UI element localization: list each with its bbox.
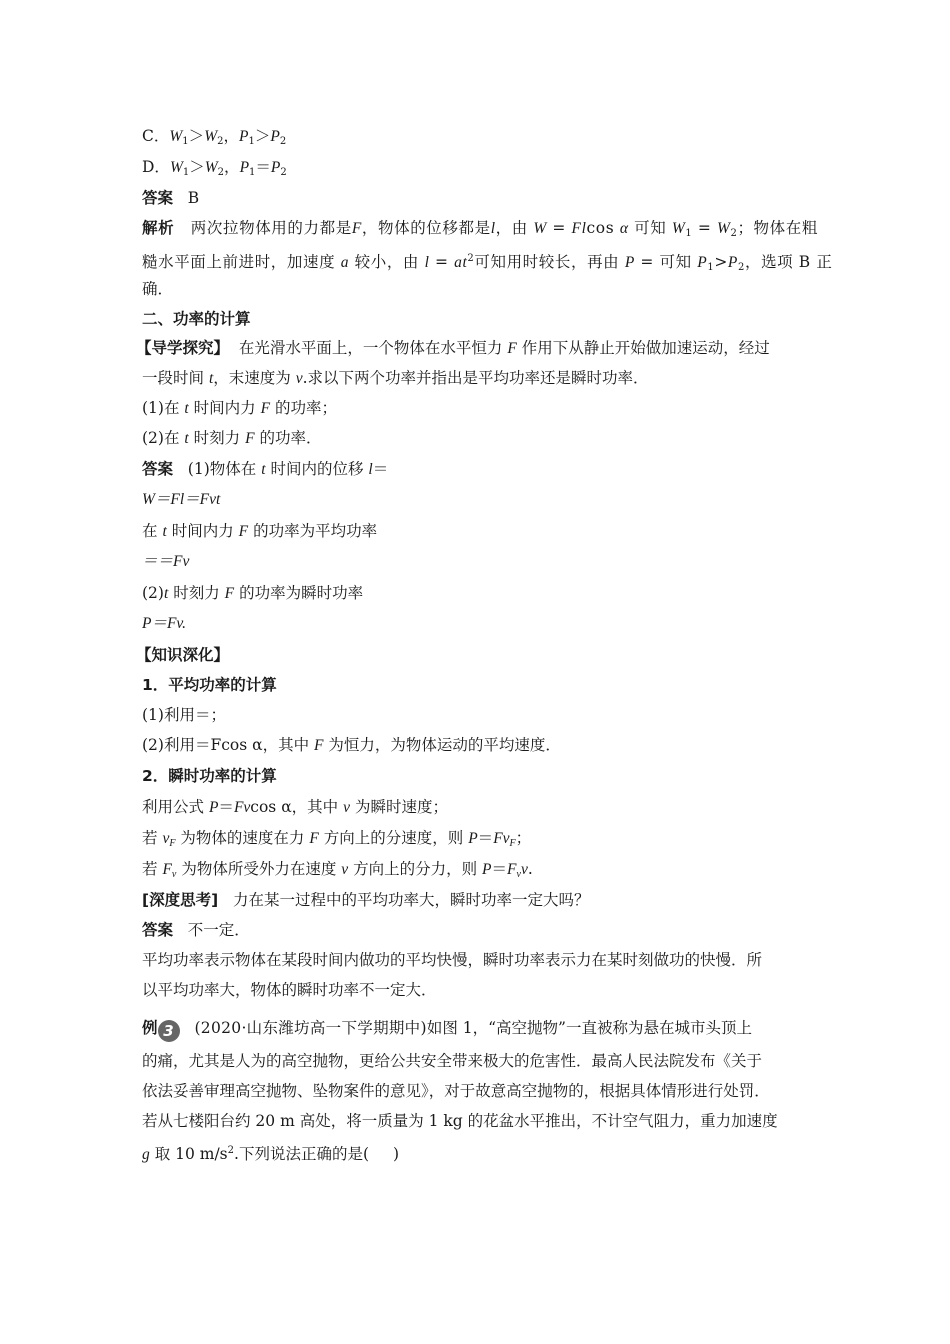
answer-2-line-4: ＝＝Fv xyxy=(142,553,190,570)
option-c: C．$W_1>W_2$，$P_1>P_2$ xyxy=(142,127,287,147)
answer-3: 答案 不一定． xyxy=(142,921,250,939)
example-line-4: 若从七楼阳台约 20 m 高处，将一质量为 1 kg 的花盆水平推出，不计空气阻力，重力加速度 xyxy=(142,1112,778,1130)
point-1a: (1)利用＝； xyxy=(142,706,226,724)
answer-2-line-3: 在 t 时间内力 F 的功率为平均功率 xyxy=(142,522,378,540)
point-2-heading: 2．瞬时功率的计算 xyxy=(142,767,277,785)
answer-2-line-6: P＝Fv. xyxy=(142,615,187,632)
option-d: D．$W_1>W_2$，$P_1=P_2$ xyxy=(142,158,287,178)
example-line-3: 依法妥善审理高空抛物、坠物案件的意见》，对于故意高空抛物的，根据具体情形进行处罚． xyxy=(142,1082,770,1100)
point-2b: 若 $v_F$ 为物体的速度在力 F 方向上的分速度，则 $P=Fv_F$； xyxy=(142,829,532,849)
question-1: (1)在 t 时间内力 F 的功率； xyxy=(142,399,338,417)
section-heading: 二、功率的计算 xyxy=(142,310,251,328)
deep-thinking: [深度思考] 力在某一过程中的平均功率大，瞬时功率一定大吗？ xyxy=(142,891,590,909)
explore-line-2: 一段时间 t，末速度为 v.求以下两个功率并指出是平均功率还是瞬时功率． xyxy=(142,369,649,387)
example-label: 例 xyxy=(142,1019,158,1037)
analysis-line-1: 解析 两次拉物体用的力都是F，物体的位移都是l，由 W = Flcos α 可知 $W_1 = W_2$；物体在粗 xyxy=(142,219,818,239)
point-1-heading: 1．平均功率的计算 xyxy=(142,676,277,694)
answer-1: 答案 B xyxy=(142,189,200,207)
answer-2-line-1: 答案 (1)物体在 t 时间内的位移 l＝ xyxy=(142,460,389,478)
example-number-badge: 3 xyxy=(158,1020,180,1042)
explore-line-1: 【导学探究】 在光滑水平面上，一个物体在水平恒力 F 作用下从静止开始做加速运动，经过 xyxy=(136,339,770,357)
explanation-line-2: 以平均功率大，物体的瞬时功率不一定大． xyxy=(142,981,437,999)
point-1b: (2)利用＝Fcos α，其中 F 为恒力，为物体运动的平均速度． xyxy=(142,736,561,754)
example-line-5: g 取 10 $m/s^2$.下列说法正确的是( ) xyxy=(142,1145,400,1163)
point-2c: 若 $F_v$ 为物体所受外力在速度 v 方向上的分力，则 $P=F_vv$. xyxy=(142,860,533,880)
question-2: (2)在 t 时刻力 F 的功率． xyxy=(142,429,322,447)
explanation-line-1: 平均功率表示物体在某段时间内做功的平均快慢，瞬时功率表示力在某时刻做功的快慢．所 xyxy=(142,951,763,969)
analysis-line-3: 确． xyxy=(142,280,174,298)
point-2a: 利用公式 P＝Fvcos α，其中 v 为瞬时速度； xyxy=(142,798,448,816)
example-line-2: 的痛，尤其是人为的高空抛物，更给公共安全带来极大的危害性．最高人民法院发布《关于 xyxy=(142,1052,763,1070)
knowledge-heading: 【知识深化】 xyxy=(136,646,230,664)
answer-2-line-2: W＝Fl＝Fvt xyxy=(142,491,221,508)
example-line-1: 例 3 (2020·山东潍坊高一下学期期中)如图 1，“高空抛物”一直被称为悬在城市头顶上 xyxy=(142,1019,752,1040)
analysis-line-2: 糙水平面上前进时，加速度 a 较小，由 $l = at^2$可知用时较长，再由 P = 可知 $P_1>P_2$，选项 B 正 xyxy=(142,253,833,273)
answer-2-line-5: (2)t 时刻力 F 的功率为瞬时功率 xyxy=(142,584,364,602)
